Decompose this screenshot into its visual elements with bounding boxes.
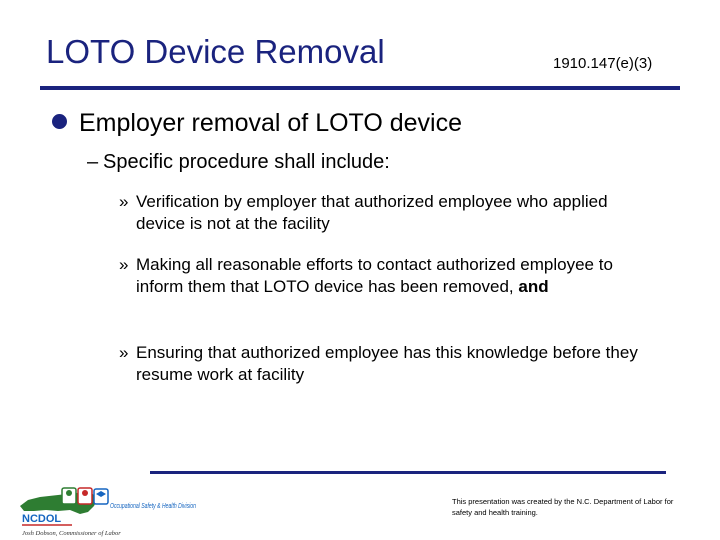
logo-signature-text: Josh Dobson, Commissioner of Labor	[22, 530, 121, 537]
regulation-citation: 1910.147(e)(3)	[553, 55, 653, 72]
list-item-bold-text: and	[518, 277, 549, 296]
list-item-text: Ensuring that authorized employee has this knowledge before they resume work at facility	[136, 343, 638, 384]
ncdol-logo	[18, 480, 198, 538]
logo-division-text: Occupational Safety & Health Division	[110, 503, 197, 510]
chevron-marker-icon: »	[119, 255, 129, 274]
dash-marker: –	[87, 151, 99, 173]
footer-divider	[150, 471, 666, 474]
bullet-level-2	[87, 151, 390, 174]
bullet-text: Employer removal of LOTO device	[79, 109, 463, 137]
chevron-marker-icon: »	[119, 192, 129, 211]
slide-title: LOTO Device Removal	[46, 33, 385, 70]
title-divider	[40, 86, 680, 90]
list-item	[119, 342, 656, 386]
sub-bullet-text: Specific procedure shall include:	[103, 151, 390, 173]
chevron-marker-icon: »	[119, 343, 129, 362]
bullet-level-1	[52, 109, 462, 138]
logo-ncdol-text: NCDOL	[22, 513, 62, 525]
list-item	[119, 191, 656, 235]
list-item-text: Making all reasonable efforts to contact authorized employee to inform them that LOTO device has been removed,	[136, 255, 613, 296]
bullet-dot-icon	[52, 114, 67, 129]
footer-note: This presentation was created by the N.C. Department of Labor for safety and health training.	[452, 497, 674, 517]
list-item-text: Verification by employer that authorized employee who applied device is not at the facility	[136, 192, 608, 233]
list-item	[119, 254, 656, 298]
